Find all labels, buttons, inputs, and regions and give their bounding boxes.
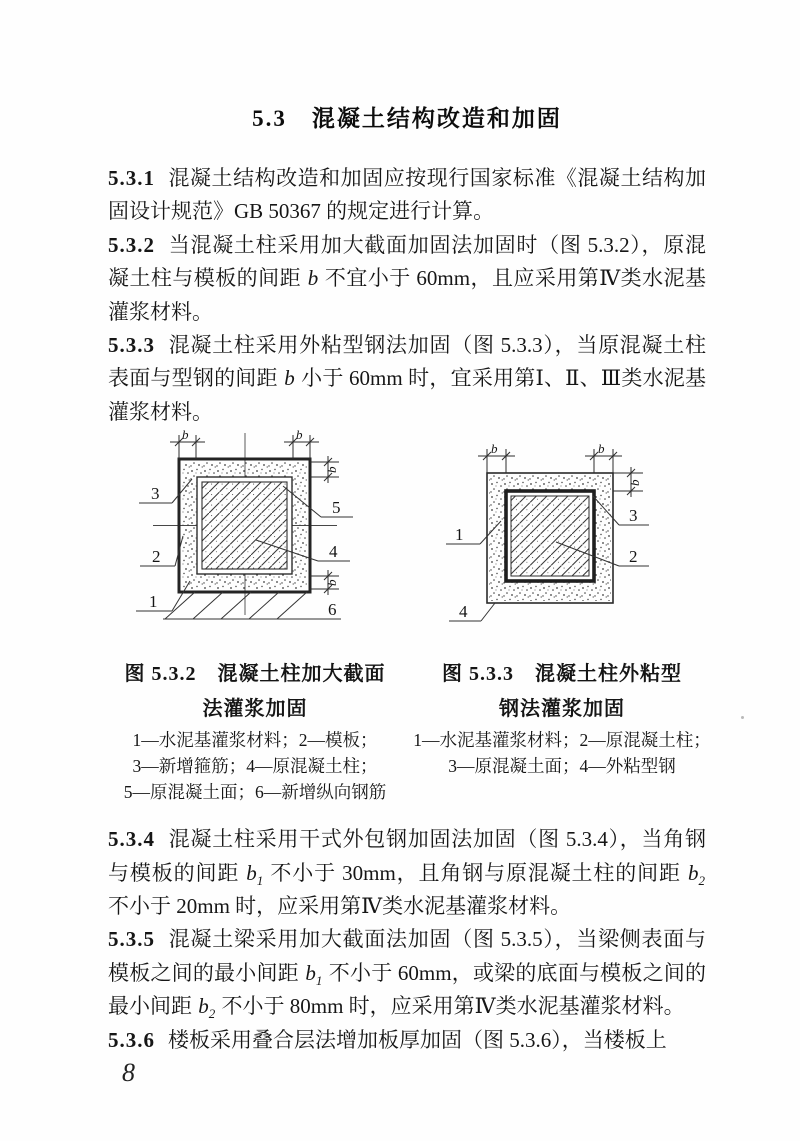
clause-text: 楼板采用叠合层法增加板厚加固（图 5.3.6），当楼板上	[168, 1027, 667, 1052]
clause-text: 混凝土柱采用外粘型钢法加固（图 5.3.3），当原混凝土柱表面与型钢的间距 b 小于 60mm 时，宜采用第Ⅰ、Ⅱ、Ⅲ类水泥基灌浆材料。	[108, 333, 706, 424]
clause-5-3-6	[108, 1024, 706, 1057]
clause-5-3-4	[108, 823, 706, 923]
clause-text: 当混凝土柱采用加大截面加固法加固时（图 5.3.2），原混凝土柱与模板的间距 b 不宜小于 60mm，且应采用第Ⅳ类水泥基灌浆材料。	[108, 232, 706, 324]
legend-line: 3—原混凝土面；4—外粘型钢	[448, 756, 676, 777]
fig532-callout-2: 2	[152, 547, 161, 567]
figure-5-3-2-drawing	[125, 429, 360, 639]
clause-5-3-1	[108, 162, 706, 229]
figure-title-line1: 图 5.3.3 混凝土柱外粘型	[442, 663, 682, 686]
figure-5-3-2-caption	[95, 657, 415, 805]
dim-b-top-left: b	[182, 429, 189, 443]
original-column-hatch	[202, 482, 287, 569]
dim-b-top-right: b	[296, 429, 303, 443]
legend-line: 1—水泥基灌浆材料；2—模板；	[132, 730, 378, 751]
page-content	[108, 106, 711, 1088]
legend-line: 1—水泥基灌浆材料；2—原混凝土柱；	[413, 730, 711, 751]
clause-number: 5.3.1	[108, 166, 155, 190]
clause-text: 混凝土柱采用干式外包钢加固法加固（图 5.3.4），当角钢与模板的间距 $b_1$ 不小于 30mm，且角钢与原混凝土柱的间距 $b_2$ 不小于 20mm 时，应采用第Ⅳ类水泥基灌浆材料。	[108, 827, 706, 919]
fig533-callout-2: 2	[629, 547, 638, 567]
clause-number: 5.3.2	[108, 232, 155, 257]
figure-legend	[403, 727, 721, 779]
fig533-callout-3: 3	[629, 506, 638, 526]
figure-5-3-3-drawing	[425, 429, 660, 639]
figure-legend	[95, 727, 415, 805]
fig532-callout-5: 5	[332, 498, 341, 518]
clause-5-3-5	[108, 923, 706, 1023]
dim-b-top-left: b	[491, 441, 498, 457]
clause-number: 5.3.3	[108, 333, 155, 358]
page-number: 8	[122, 1058, 135, 1088]
fig533-callout-4: 4	[459, 602, 468, 622]
clause-5-3-3	[108, 329, 706, 429]
dim-b-right-top: b	[627, 479, 642, 487]
fig532-callout-6: 6	[328, 600, 337, 620]
clause-5-3-2	[108, 229, 706, 329]
clause-text: 混凝土梁采用加大截面法加固（图 5.3.5），当梁侧表面与模板之间的最小间距 $b_1$ 不小于 60mm，或梁的底面与模板之间的最小间距 $b_2$ 不小于 80mm 时，应采用第Ⅳ类水泥基灌浆材料。	[108, 927, 706, 1022]
dim-b-right-top: b	[324, 466, 339, 474]
figure-title-line1: 图 5.3.2 混凝土柱加大截面	[124, 663, 386, 686]
original-column-hatch	[511, 496, 589, 576]
dim-b-right-bottom: b	[324, 579, 339, 587]
clause-text: 混凝土结构改造和加固应按现行国家标准《混凝土结构加固设计规范》GB 50367 的规定进行计算。	[108, 166, 706, 224]
legend-line: 3—新增箍筋；4—原混凝土柱；	[132, 756, 378, 777]
dim-b-top-right: b	[598, 441, 605, 457]
section-title: 5.3 混凝土结构改造和加固	[252, 106, 562, 131]
clause-number: 5.3.6	[108, 1027, 155, 1052]
fig532-callout-1: 1	[149, 592, 158, 612]
figure-title	[95, 657, 415, 727]
clause-number: 5.3.5	[108, 927, 155, 952]
figure-title	[403, 657, 721, 727]
figure-title-line2: 法灌浆加固	[202, 698, 308, 721]
figure-title-line2: 钢法灌浆加固	[499, 698, 625, 721]
clause-number: 5.3.4	[108, 827, 155, 852]
fig532-callout-3: 3	[151, 484, 160, 504]
legend-line: 5—原混凝土面；6—新增纵向钢筋	[123, 782, 387, 803]
fig532-callout-4: 4	[329, 542, 338, 562]
figures-row	[0, 429, 800, 823]
figure-5-3-3-caption	[403, 657, 721, 779]
scan-artifact-dot	[741, 716, 744, 719]
fig533-callout-1: 1	[455, 525, 464, 545]
